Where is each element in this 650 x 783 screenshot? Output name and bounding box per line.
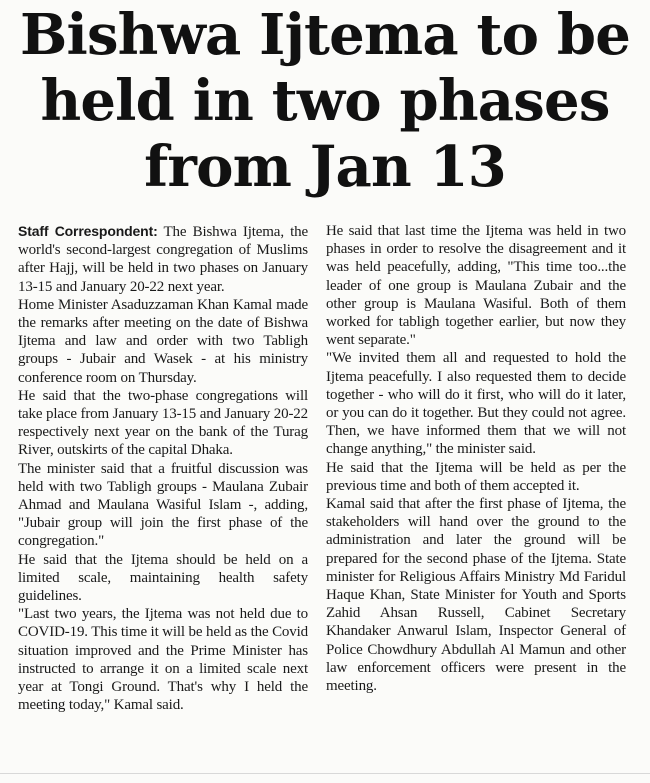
byline: Staff Correspondent: [18,223,158,239]
article-paragraph: He said that last time the Ijtema was held in two phases in order to resolve the disagreement and it was held peacefully, adding, "This time too...the leader of one group is Maulana Zubair and the other group is Maulana Wasiful. Both of them worked for tabligh together earlier, but now they went separate." [326,223,626,349]
article-paragraph: He said that the Ijtema will be held as per the previous time and both of them accepted it. [326,459,626,494]
article-paragraph: He said that the Ijtema should be held on a limited scale, maintaining health safety guidelines. [18,551,308,605]
article-paragraph: The minister said that a fruitful discussion was held with two Tabligh groups - Maulana Zubair Ahmad and Maulana Wasiful Islam -, adding, "Jubair group will join the first phase of the congregation." [18,460,308,550]
headline-line-3: from Jan 13 [144,134,506,200]
article-column-right [326,222,626,695]
article-paragraph [18,222,308,296]
article-paragraph: Home Minister Asaduzzaman Khan Kamal made the remarks after meeting on the date of Bishwa Ijtema and law and order with two Tabligh groups - Jubair and Wasek - at his ministry conference room on Thursday. [18,296,308,386]
article-paragraph: "Last two years, the Ijtema was not held due to COVID-19. This time it will be held as the Covid situation improved and the Prime Minister has instructed to arrange it on a limited scale next year at Tongi Ground. That's why I held the meeting today," Kamal said. [18,606,308,714]
bottom-divider [0,773,650,774]
headline-line-2: held in two phases [40,68,610,134]
article-paragraph: He said that the two-phase congregations will take place from January 13-15 and January 20-22 respectively next year on the bank of the Turag River, outskirts of the capital Dhaka. [18,387,308,459]
article-paragraph: Kamal said that after the first phase of Ijtema, the stakeholders will hand over the ground to the administration and later the ground will be prepared for the second phase of the Ijtema. State minister for Religious Affairs Ministry Md Faridul Haque Khan, State Minister for Youth and Sports Zahid Ahsan Russell, Cabinet Secretary Khandaker Anwarul Islam, Inspector General of Police Chowdhury Abdullah Al Mamun and other law enforcement officers were present in the meeting. [326,496,626,695]
article-paragraph: "We invited them all and requested to hold the Ijtema peacefully. I also requested them to decide together - who will do it first, who will do it later, or you can do it together. But they could not agree. Then, we have informed them that we will not change anything," the minister said. [326,350,626,458]
article-column-left [18,222,308,714]
paragraph-text: The Bishwa Ijtema, the world's second-largest congregation of Muslims after Hajj, will be held in two phases on January 13-15 and January 20-22 next year. [18,224,308,295]
headline-line-1: Bishwa Ijtema to be [19,2,631,68]
headline [0,2,650,200]
